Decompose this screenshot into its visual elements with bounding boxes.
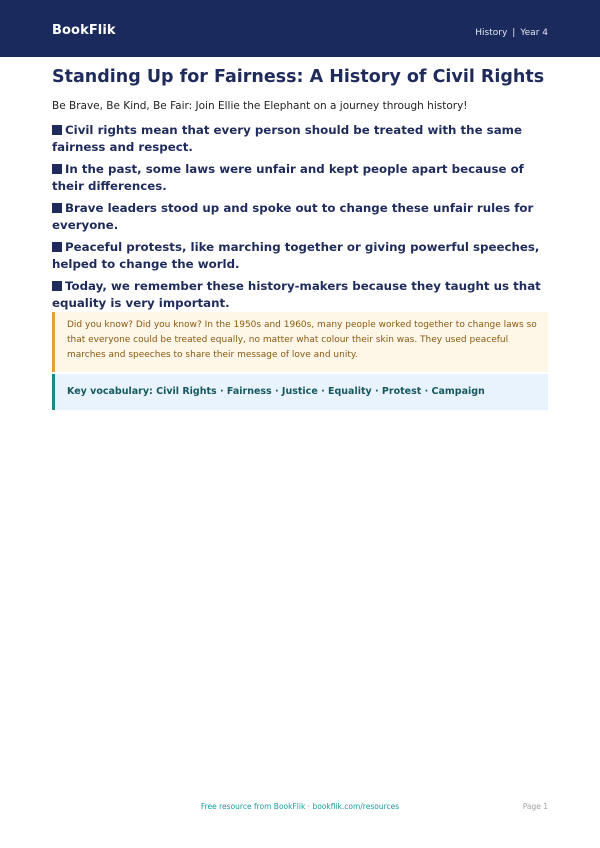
page-title: Standing Up for Fairness: A History of Civil Rights: [52, 67, 545, 87]
did-you-know-callout: [52, 312, 548, 372]
page-subtitle: Be Brave, Be Kind, Be Fair: Join Ellie the Elephant on a journey through history!: [52, 100, 468, 112]
list-item: [52, 161, 552, 195]
vocabulary-box: [52, 374, 548, 410]
square-bullet-icon: [52, 164, 62, 174]
meta-separator: |: [512, 28, 516, 38]
list-item-text: Peaceful protests, like marching together or giving powerful speeches, helped to change the world.: [52, 240, 540, 271]
list-item-text: Civil rights mean that every person should be treated with the same fairness and respect.: [52, 123, 522, 154]
list-item: [52, 200, 552, 234]
list-item: [52, 278, 552, 312]
key-points-list: [52, 122, 552, 317]
footer-credit-link[interactable]: Free resource from BookFlik · bookflik.com/resources: [200, 802, 400, 811]
list-item-text: Today, we remember these history-makers because they taught us that equality is very important.: [52, 279, 541, 310]
list-item: [52, 239, 552, 273]
vocabulary-text: Key vocabulary: Civil Rights · Fairness · Justice · Equality · Protest · Campaign: [67, 386, 485, 397]
square-bullet-icon: [52, 242, 62, 252]
page-number: Page 1: [522, 802, 548, 811]
brand-logo[interactable]: BookFlik: [52, 23, 116, 38]
square-bullet-icon: [52, 203, 62, 213]
did-you-know-text: Did you know? Did you know? In the 1950s and 1960s, many people worked together to change laws so that everyone could be treated equally, no matter what colour their skin was. They used peaceful marches and speeches to share their message of love and unity.: [67, 320, 537, 360]
square-bullet-icon: [52, 281, 62, 291]
year-label: Year 4: [520, 28, 548, 38]
list-item: [52, 122, 552, 156]
list-item-text: Brave leaders stood up and spoke out to change these unfair rules for everyone.: [52, 201, 534, 232]
page-footer: [0, 802, 600, 814]
header-bar: [0, 0, 600, 57]
list-item-text: In the past, some laws were unfair and kept people apart because of their differences.: [52, 162, 524, 193]
header-meta: [475, 28, 548, 38]
subject-label: History: [475, 28, 508, 38]
square-bullet-icon: [52, 125, 62, 135]
